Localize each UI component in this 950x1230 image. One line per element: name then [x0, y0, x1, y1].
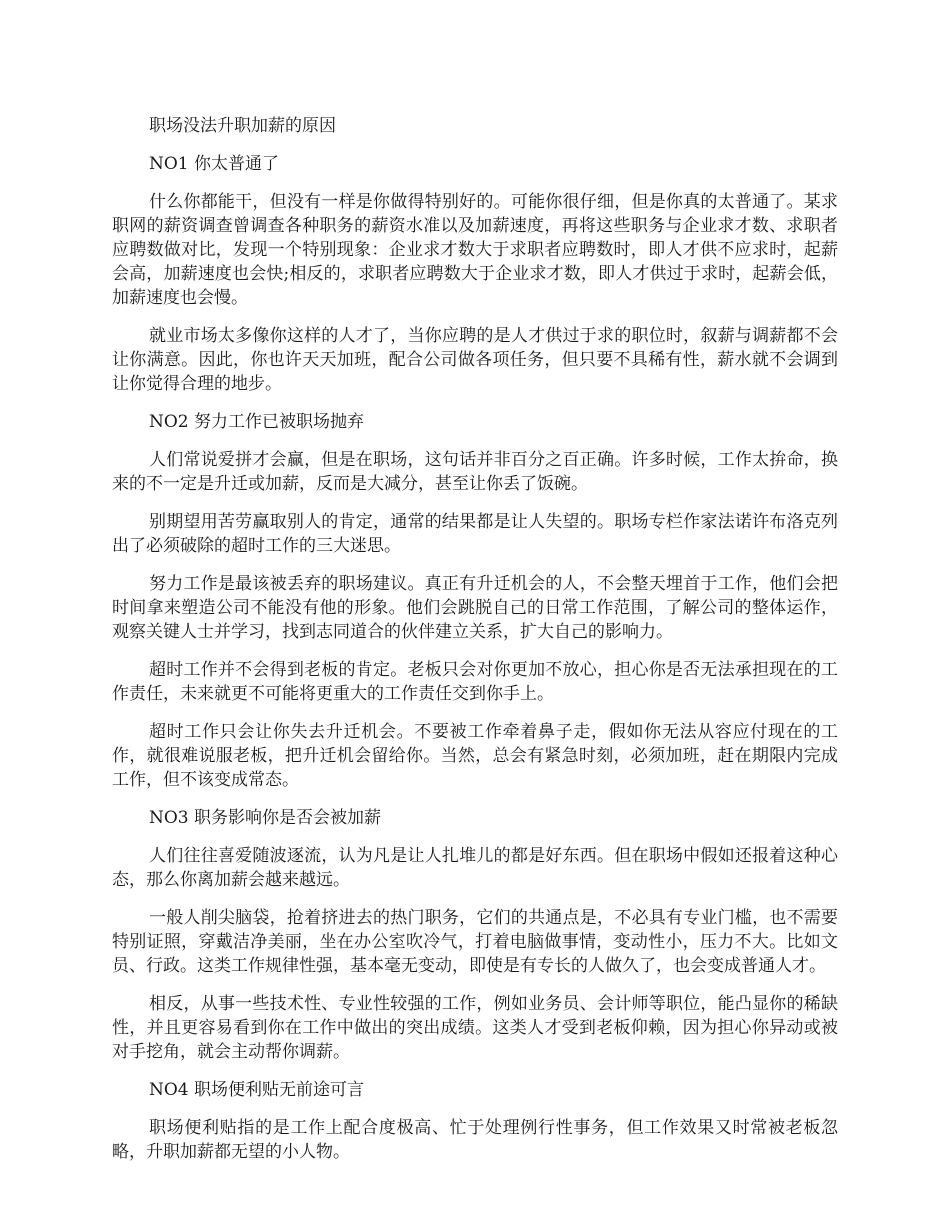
- paragraph: 人们往往喜爱随波逐流，认为凡是让人扎堆儿的都是好东西。但在职场中假如还报着这种心态，那么你离加薪会越来越远。: [112, 846, 838, 890]
- section-heading-no2: NO2 努力工作已被职场抛弃: [149, 412, 365, 432]
- paragraph: 什么你都能干，但没有一样是你做得特别好的。可能你很仔细，但是你真的太普通了。某求职网的薪资调查曾调查各种职务的薪资水准以及加薪速度，再将这些职务与企业求才数、求职者应聘数做对比，发现一个特别现象：企业求才数大于求职者应聘数时，即人才供不应求时，起薪会高，加薪速度也会快;相反的，求职者应聘数大于企业求才数，即人才供过于求时，起薪会低，加薪速度也会慢。: [112, 192, 838, 308]
- paragraph: 超时工作只会让你失去升迁机会。不要被工作牵着鼻子走，假如你无法从容应付现在的工作，就很难说服老板，把升迁机会留给你。当然，总会有紧急时刻，必须加班，赶在期限内完成工作，但不该变成常态。: [112, 722, 838, 790]
- paragraph: 超时工作并不会得到老板的肯定。老板只会对你更加不放心，担心你是否无法承担现在的工作责任，未来就更不可能将更重大的工作责任交到你手上。: [112, 660, 838, 704]
- paragraph: 人们常说爱拼才会赢，但是在职场，这句话并非百分之百正确。许多时候，工作太拚命，换来的不一定是升迁或加薪，反而是大减分，甚至让你丢了饭碗。: [112, 450, 838, 494]
- section-heading-no3: NO3 职务影响你是否会被加薪: [149, 808, 382, 828]
- paragraph: 职场便利贴指的是工作上配合度极高、忙于处理例行性事务，但工作效果又时常被老板忽略，升职加薪都无望的小人物。: [112, 1118, 838, 1162]
- document-title: 职场没法升职加薪的原因: [149, 116, 336, 136]
- paragraph: 别期望用苦劳赢取别人的肯定，通常的结果都是让人失望的。职场专栏作家法诺许布洛克列出了必须破除的超时工作的三大迷思。: [112, 512, 838, 556]
- section-heading-no4: NO4 职场便利贴无前途可言: [149, 1080, 365, 1100]
- paragraph: 一般人削尖脑袋，抢着挤进去的热门职务，它们的共通点是，不必具有专业门槛，也不需要特别证照，穿戴洁净美丽，坐在办公室吹冷气，打着电脑做事情，变动性小，压力不大。比如文员、行政。这类工作规律性强，基本毫无变动，即使是有专长的人做久了，也会变成普通人才。: [112, 908, 838, 976]
- paragraph: 相反，从事一些技术性、专业性较强的工作，例如业务员、会计师等职位，能凸显你的稀缺性，并且更容易看到你在工作中做出的突出成绩。这类人才受到老板仰赖，因为担心你异动或被对手挖角，就会主动帮你调薪。: [112, 994, 838, 1062]
- paragraph: 就业市场太多像你这样的人才了，当你应聘的是人才供过于求的职位时，叙薪与调薪都不会让你满意。因此，你也许天天加班，配合公司做各项任务，但只要不具稀有性，薪水就不会调到让你觉得合理的地步。: [112, 326, 838, 394]
- section-heading-no1: NO1 你太普通了: [149, 154, 280, 174]
- paragraph: 努力工作是最该被丢弃的职场建议。真正有升迁机会的人，不会整天埋首于工作，他们会把时间拿来塑造公司不能没有他的形象。他们会跳脱自己的日常工作范围，了解公司的整体运作，观察关键人士并学习，找到志同道合的伙伴建立关系，扩大自己的影响力。: [112, 574, 838, 642]
